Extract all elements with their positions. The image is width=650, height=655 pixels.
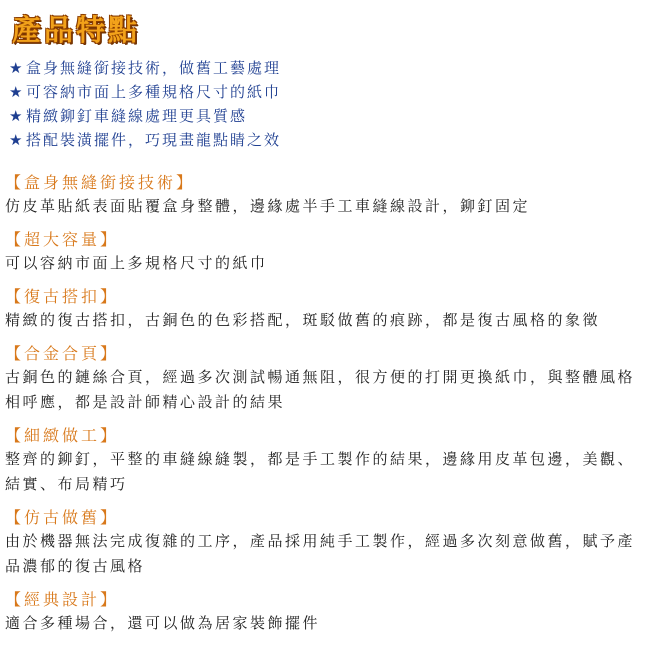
- highlight-item: [9, 80, 281, 104]
- highlight-text: 精緻鉚釘車縫線處理更具質感: [26, 107, 248, 125]
- highlight-text: 搭配裝潢擺件，巧現畫龍點睛之效: [26, 131, 282, 149]
- section-body: 古銅色的鏈絲合頁，經過多次測試暢通無阻，很方便的打開更換紙巾，與整體風格相呼應，都是設計師精心設計的結果: [5, 368, 636, 411]
- feature-section: [5, 286, 645, 333]
- highlight-item: [9, 104, 281, 128]
- feature-section: [5, 343, 645, 415]
- feature-section: [5, 589, 645, 636]
- section-body: 可以容納市面上多規格尺寸的紙巾: [5, 254, 268, 272]
- highlight-text: 盒身無縫銜接技術，做舊工藝處理: [26, 59, 282, 77]
- star-icon: ★: [9, 107, 23, 125]
- section-heading: 【仿古做舊】: [5, 508, 120, 527]
- section-body: 適合多種場合，還可以做為居家裝飾擺件: [5, 614, 321, 632]
- feature-section: [5, 425, 645, 497]
- section-body: 由於機器無法完成復雜的工序，產品採用純手工製作，經過多次刻意做舊，賦予產品濃郁的復古風格: [5, 532, 636, 575]
- section-heading: 【經典設計】: [5, 590, 120, 609]
- section-body: 精緻的復古搭扣，古銅色的色彩搭配，斑駁做舊的痕跡，都是復古風格的象徵: [5, 311, 601, 329]
- star-icon: ★: [9, 83, 23, 101]
- star-icon: ★: [9, 59, 23, 77]
- section-body: 仿皮革貼紙表面貼覆盒身整體，邊緣處半手工車縫線設計，鉚釘固定: [5, 197, 531, 215]
- page-title: 產品特點: [12, 13, 141, 47]
- star-icon: ★: [9, 131, 23, 149]
- section-heading: 【合金合頁】: [5, 344, 120, 363]
- section-heading: 【盒身無縫銜接技術】: [5, 173, 196, 192]
- highlight-item: [9, 56, 281, 80]
- feature-section: [5, 507, 645, 579]
- highlight-item: [9, 128, 281, 152]
- feature-section: [5, 172, 645, 219]
- section-heading: 【超大容量】: [5, 230, 120, 249]
- highlights-list: [9, 56, 281, 152]
- section-heading: 【復古搭扣】: [5, 287, 120, 306]
- section-heading: 【細緻做工】: [5, 426, 120, 445]
- section-body: 整齊的鉚釘，平整的車縫線縫製，都是手工製作的結果，邊緣用皮革包邊，美觀、結實、布局精巧: [5, 450, 636, 493]
- feature-section: [5, 229, 645, 276]
- feature-sections: [5, 172, 645, 646]
- highlight-text: 可容納市面上多種規格尺寸的紙巾: [26, 83, 282, 101]
